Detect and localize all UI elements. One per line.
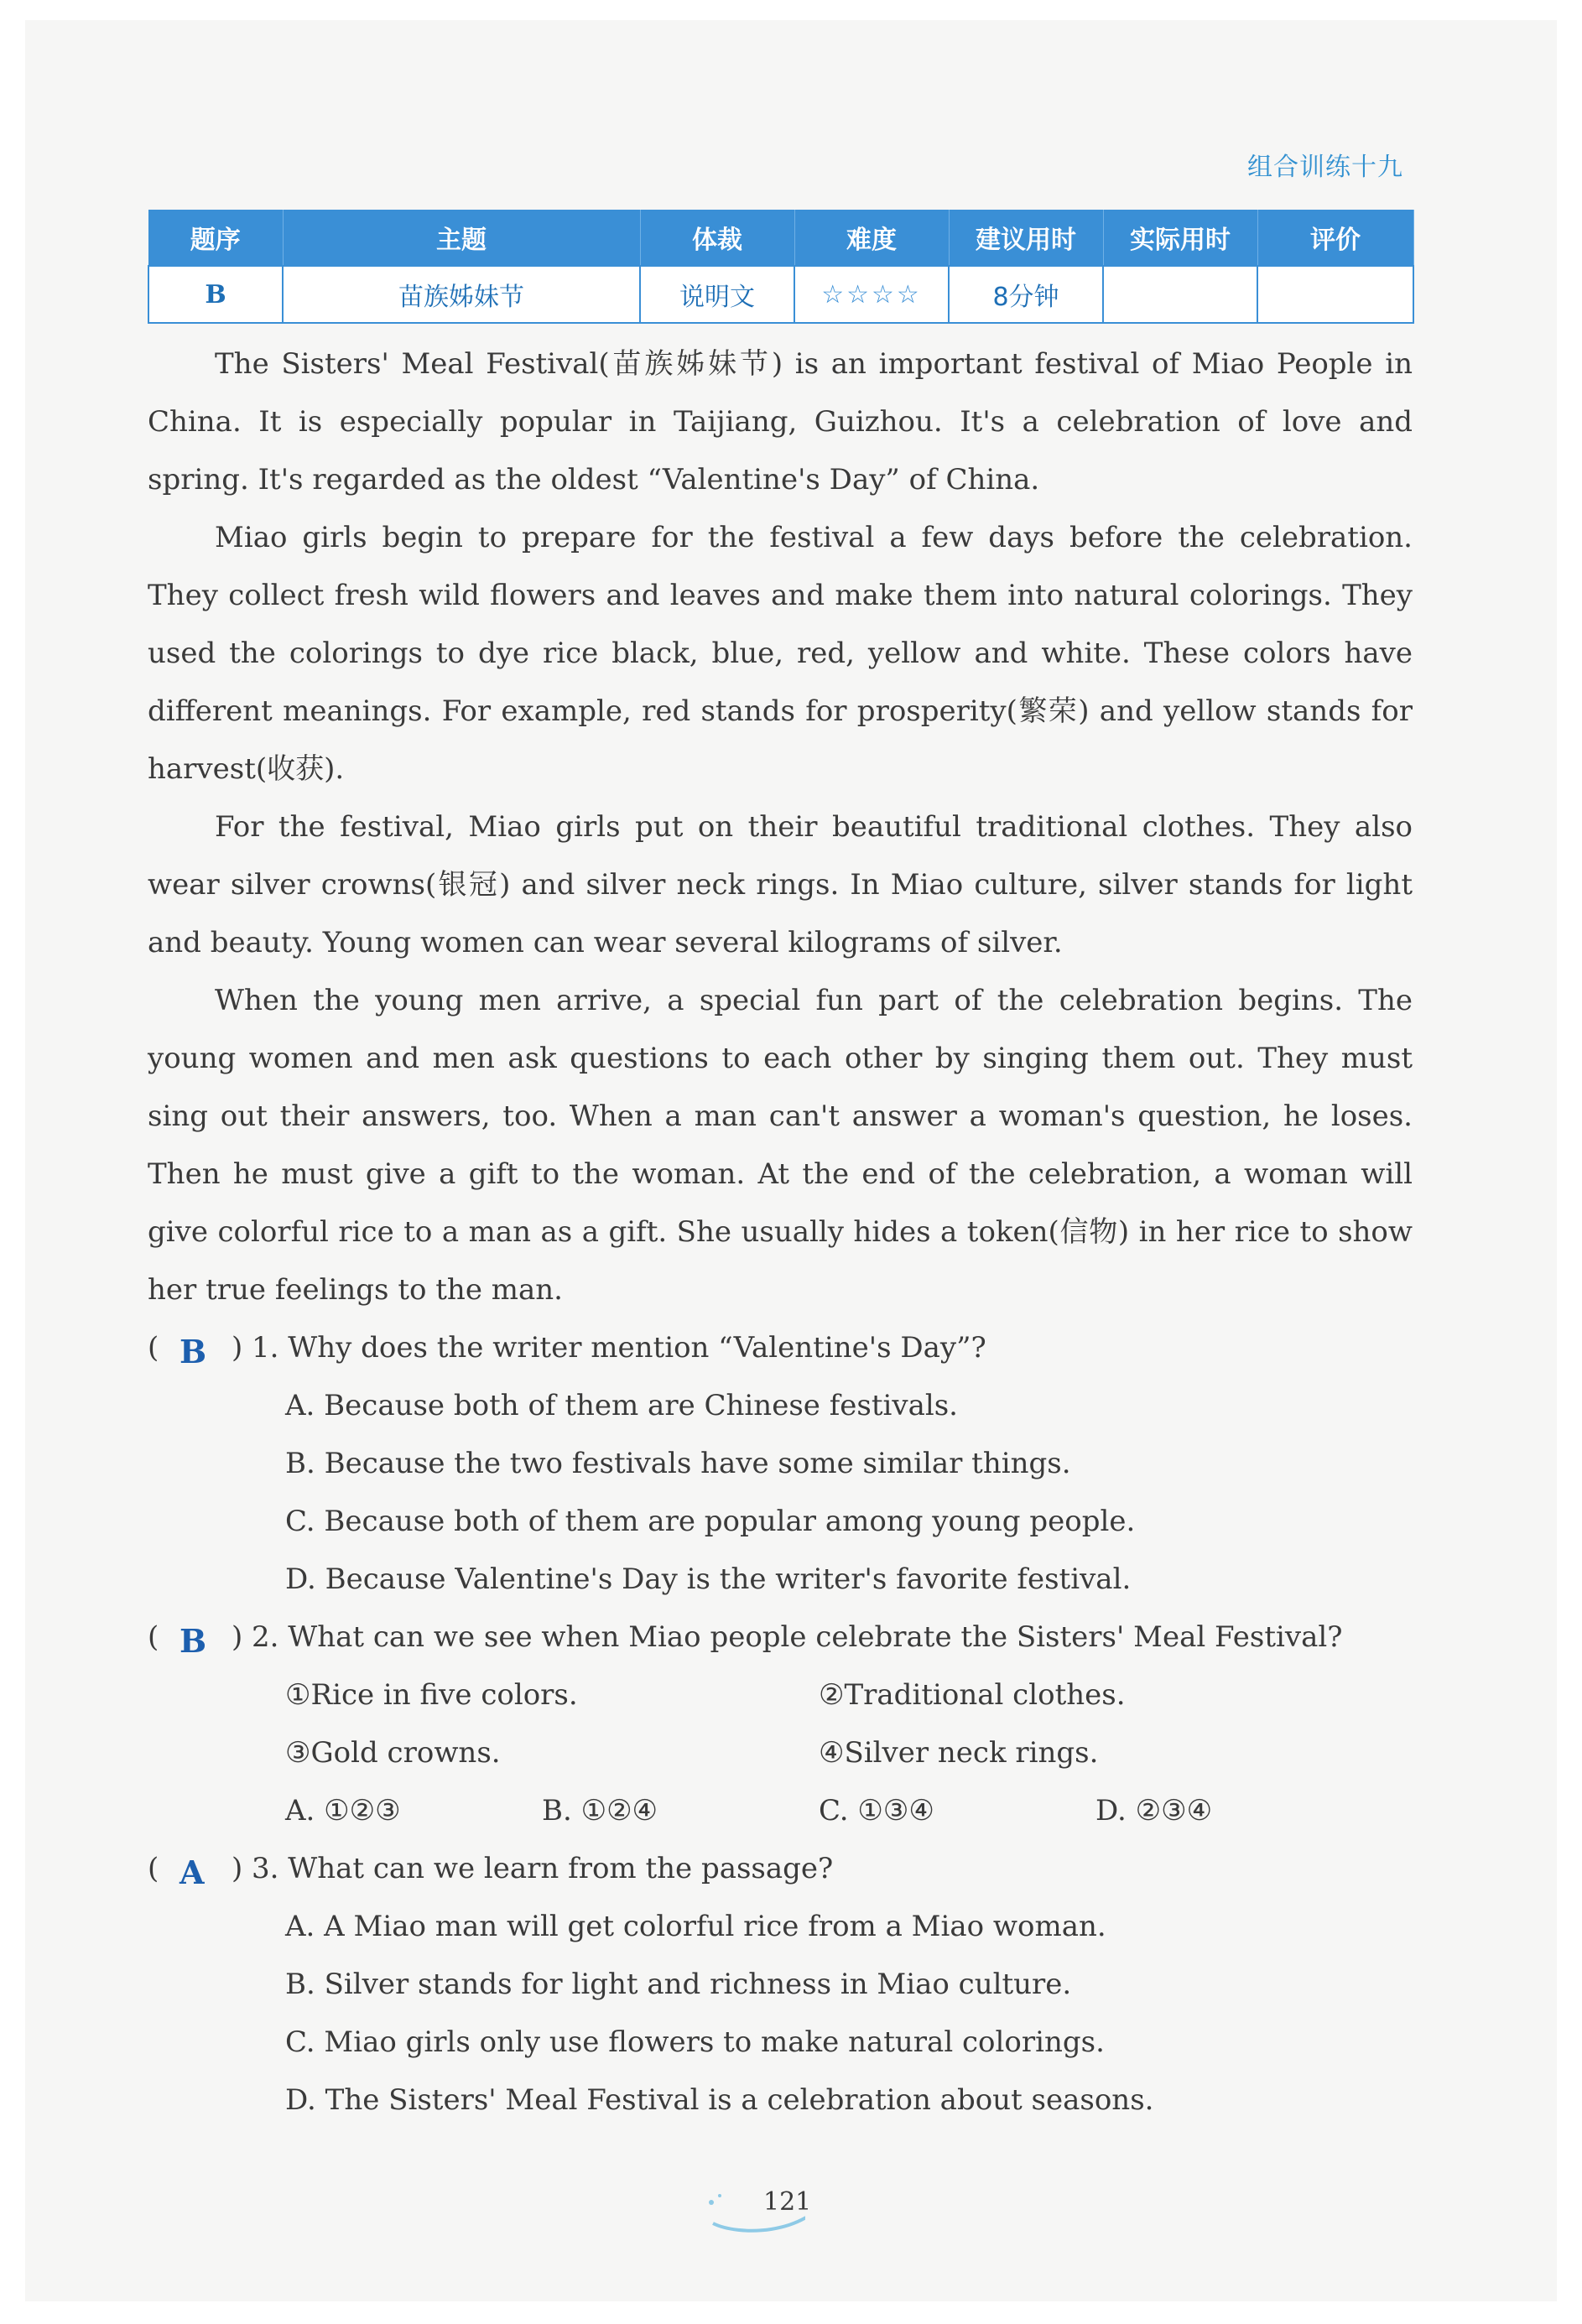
option: C. ①③④	[819, 1794, 934, 1827]
page-number: 121	[763, 2187, 812, 2217]
cell-evaluation	[1257, 266, 1413, 323]
paragraph: Miao girls begin to prepare for the festival a few days before the celebration. They collect fresh wild flowers and leaves and make them into natural colorings. They used the colorings to dye rice black, blue, red, yellow and white. These colors have different meanings. For example, red stands for prosperity(繁荣) and yellow stands for harvest(收获).	[148, 521, 1413, 786]
answer-bracket: ( B )	[148, 1319, 240, 1377]
answer-bracket: ( B )	[148, 1609, 240, 1666]
statement-item: ③Gold crowns.	[285, 1736, 501, 1770]
paragraph: When the young men arrive, a special fun part of the celebration begins. The young women and men ask questions to each other by singing them out. They must sing out their answers, too. When a man can't answer a woman's question, he loses. Then he must give a gift to the woman. At the end of the celebration, a woman will give colorful rice to a man as a gift. She usually hides a token(信物) in her rice to show her true feelings to the man.	[148, 984, 1413, 1307]
answer-mark: A	[180, 1853, 205, 1891]
info-table-row	[148, 266, 1413, 323]
cell-genre: 说明文	[640, 266, 794, 323]
page-number-badge	[738, 2177, 839, 2236]
header-cell-evaluation: 评价	[1257, 210, 1413, 266]
question-text: 2. What can we see when Miao people celebrate the Sisters' Meal Festival?	[252, 1620, 1343, 1654]
statement-item: ④Silver neck rings.	[819, 1736, 1099, 1770]
header-cell-actual-time: 实际用时	[1103, 210, 1257, 266]
header-cell-order: 题序	[148, 210, 283, 266]
answer-mark: B	[180, 1333, 207, 1370]
reading-passage	[148, 335, 1413, 1319]
header-cell-topic: 主题	[283, 210, 640, 266]
info-table	[148, 210, 1414, 324]
question-1-stem	[148, 1319, 1413, 1377]
header-cell-suggested-time: 建议用时	[949, 210, 1103, 266]
option: D. The Sisters' Meal Festival is a celebration about seasons.	[285, 2083, 1154, 2117]
option: D. Because Valentine's Day is the writer's favorite festival.	[285, 1562, 1132, 1596]
option: A. ①②③	[285, 1794, 401, 1827]
answer-mark: B	[180, 1622, 207, 1660]
info-table-header-row	[148, 210, 1413, 266]
option: B. Because the two festivals have some similar things.	[285, 1447, 1071, 1480]
header-cell-genre: 体裁	[640, 210, 794, 266]
option: A. Because both of them are Chinese festivals.	[285, 1389, 958, 1422]
option: D. ②③④	[1095, 1794, 1213, 1827]
section-title: 组合训练十九	[1247, 153, 1403, 182]
statement-item: ②Traditional clothes.	[819, 1678, 1126, 1712]
cell-suggested-time: 8分钟	[949, 266, 1103, 323]
paragraph: For the festival, Miao girls put on their beautiful traditional clothes. They also wear silver crowns(银冠) and silver neck rings. In Miao culture, silver stands for light and beauty. Young women can wear several kilograms of silver.	[148, 810, 1413, 959]
cell-actual-time	[1103, 266, 1257, 323]
option: A. A Miao man will get colorful rice from a Miao woman.	[285, 1910, 1106, 1943]
option: B. Silver stands for light and richness in Miao culture.	[285, 1968, 1072, 2001]
answer-bracket: ( A )	[148, 1840, 240, 1898]
question-3-stem	[148, 1840, 1413, 1898]
question-text: 1. Why does the writer mention “Valentine's Day”?	[252, 1331, 986, 1365]
option: B. ①②④	[542, 1794, 658, 1827]
paragraph: The Sisters' Meal Festival(苗族姊妹节) is an important festival of Miao People in China. It is especially popular in Taijiang, Guizhou. It's a celebration of love and spring. It's regarded as the oldest “Valentine's Day” of China.	[148, 347, 1413, 497]
cell-order: B	[148, 266, 283, 323]
option: C. Miao girls only use flowers to make natural colorings.	[285, 2025, 1105, 2059]
cell-topic: 苗族姊妹节	[283, 266, 640, 323]
statement-item: ①Rice in five colors.	[285, 1678, 578, 1712]
question-2-stem	[148, 1609, 1413, 1666]
question-text: 3. What can we learn from the passage?	[252, 1852, 834, 1885]
cell-difficulty-stars: ☆☆☆☆	[794, 266, 949, 323]
header-cell-difficulty: 难度	[794, 210, 949, 266]
option: C. Because both of them are popular among young people.	[285, 1505, 1136, 1538]
